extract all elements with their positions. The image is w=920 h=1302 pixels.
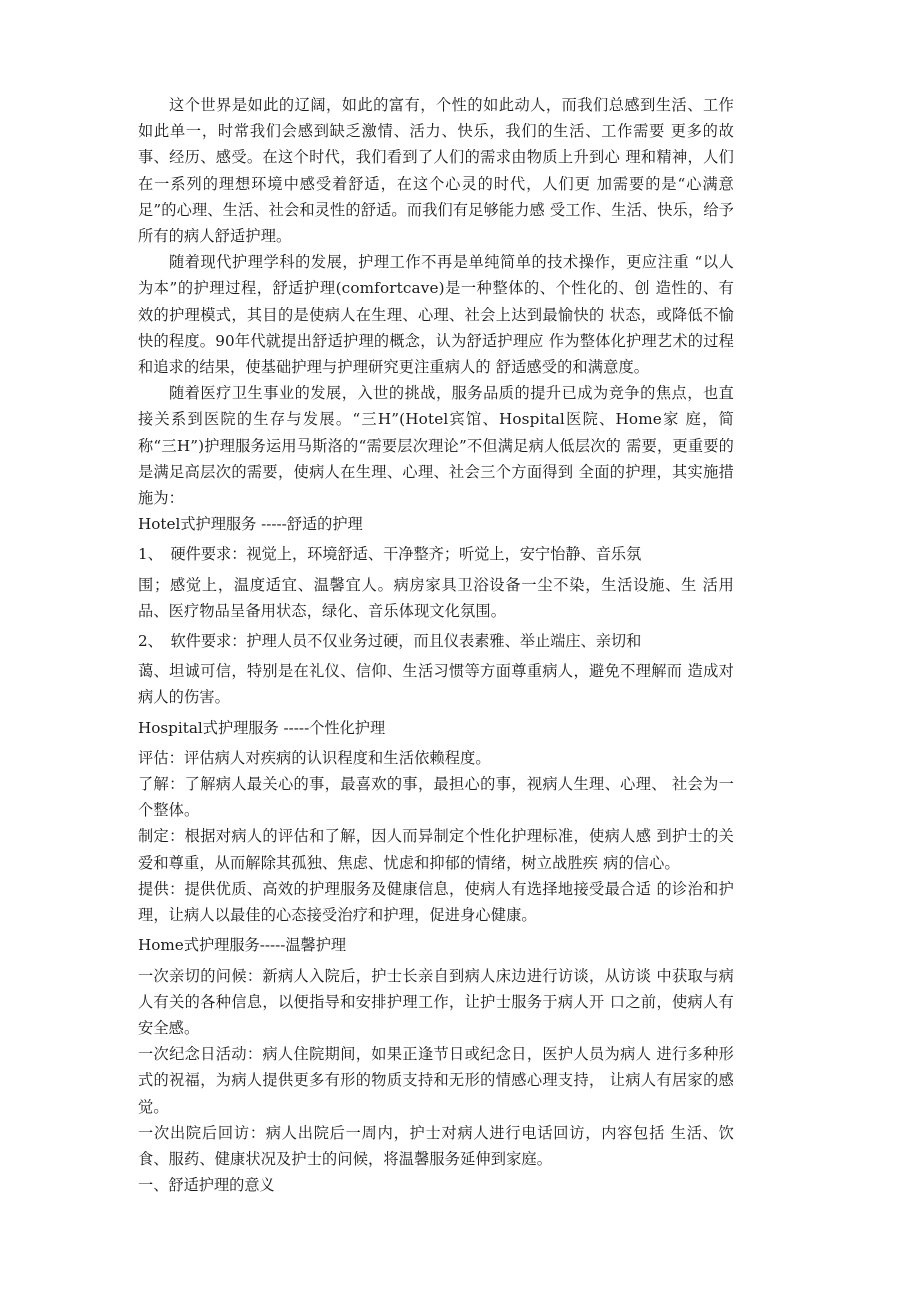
three-h-paragraph: 随着医疗卫生事业的发展，入世的挑战，服务品质的提升已成为竞争的焦点，也直接关系到医院的生存与发展。“三H”(Hotel宾馆、Hospital医院、Home家 庭，简称“三H”)护理服务运用马斯洛的“需要层次理论”不但满足病人低层次的 需要，更重要的是满足高层次的需要，使病人在生理、心理、社会三个方面得到 全面的护理，其实施措施为： [138,384,734,508]
hospital-understand-paragraph: 了解：了解病人最关心的事，最喜欢的事，最担心的事，视病人生理、心理、 社会为一个整体。 [138,775,734,820]
hotel-software-item: 2、 软件要求：护理人员不仅业务过硬，而且仪表素雅、举止端庄、亲切和 [138,632,642,651]
comfort-care-paragraph: 随着现代护理学科的发展，护理工作不再是单纯简单的技术操作，更应注重 “以人为本”的护理过程，舒适护理(comfortcave)是一种整体的、个性化的、创 造性的、有效的护理模式，其目的是使病人在生理、心理、社会上达到最愉快的 状态，或降低不愉快的程度。90年代就提出舒适护理的概念，认为舒适护理应 作为整体化护理艺术的过程和追求的结果，使基础护理与护理研究更注重病人的 舒适感受的和满意度。 [138,253,734,377]
home-anniversary-paragraph: 一次纪念日活动：病人住院期间，如果正逢节日或纪念日，医护人员为病人 进行多种形式的祝福，为病人提供更多有形的物质支持和无形的情感心理支持， 让病人有居家的感觉。 [138,1045,734,1116]
home-greeting-paragraph: 一次亲切的问候：新病人入院后，护士长亲自到病人床边进行访谈，从访谈 中获取与病人有关的各种信息，以便指导和安排护理工作，让护士服务于病人开 口之前，使病人有安全感。 [138,966,734,1037]
hotel-hardware-continued: 围；感觉上，温度适宜、温馨宜人。病房家具卫浴设备一尘不染，生活设施、生 活用品、医疗物品呈备用状态，绿化、音乐体现文化氛围。 [138,575,734,620]
hotel-service-heading: Hotel式护理服务 -----舒适的护理 [138,515,363,534]
hospital-plan-paragraph: 制定：根据对病人的评估和了解，因人而异制定个性化护理标准，使病人感 到护士的关爱和尊重，从而解除其孤独、焦虑、忧虑和抑郁的情绪，树立战胜疾 病的信心。 [138,827,734,872]
home-service-heading: Home式护理服务-----温馨护理 [138,936,347,955]
hotel-hardware-item: 1、 硬件要求：视觉上，环境舒适、干净整齐；听觉上，安宁怡静、音乐氛 [138,545,642,564]
hospital-assess-paragraph: 评估：评估病人对疾病的认识程度和生活依赖程度。 [138,748,491,767]
hospital-service-heading: Hospital式护理服务 -----个性化护理 [138,718,386,737]
intro-paragraph: 这个世界是如此的辽阔，如此的富有，个性的如此动人，而我们总感到生活、工作如此单一，时常我们会感到缺乏激情、活力、快乐，我们的生活、工作需要 更多的故事、经历、感受。在这个时代，我们看到了人们的需求由物质上升到心 理和精神，人们在一系列的理想环境中感受着舒适，在这个心灵的时代，人们更 加需要的是“心满意足”的心理、生活、社会和灵性的舒适。而我们有足够能力感 受工作、生活、快乐，给予所有的病人舒适护理。 [138,96,734,246]
section-heading: 一、舒适护理的意义 [138,1176,275,1195]
hospital-provide-paragraph: 提供：提供优质、高效的护理服务及健康信息，使病人有选择地接受最合适 的诊治和护理，让病人以最佳的心态接受治疗和护理，促进身心健康。 [138,879,734,925]
hotel-software-continued: 蔼、坦诚可信，特别是在礼仪、信仰、生活习惯等方面尊重病人，避免不理解而 造成对病人的伤害。 [138,662,734,707]
home-followup-paragraph: 一次出院后回访：病人出院后一周内，护士对病人进行电话回访，内容包括 生活、饮食、服药、健康状况及护士的问候，将温馨服务延伸到家庭。 [138,1123,734,1168]
document-body [138,92,734,1198]
